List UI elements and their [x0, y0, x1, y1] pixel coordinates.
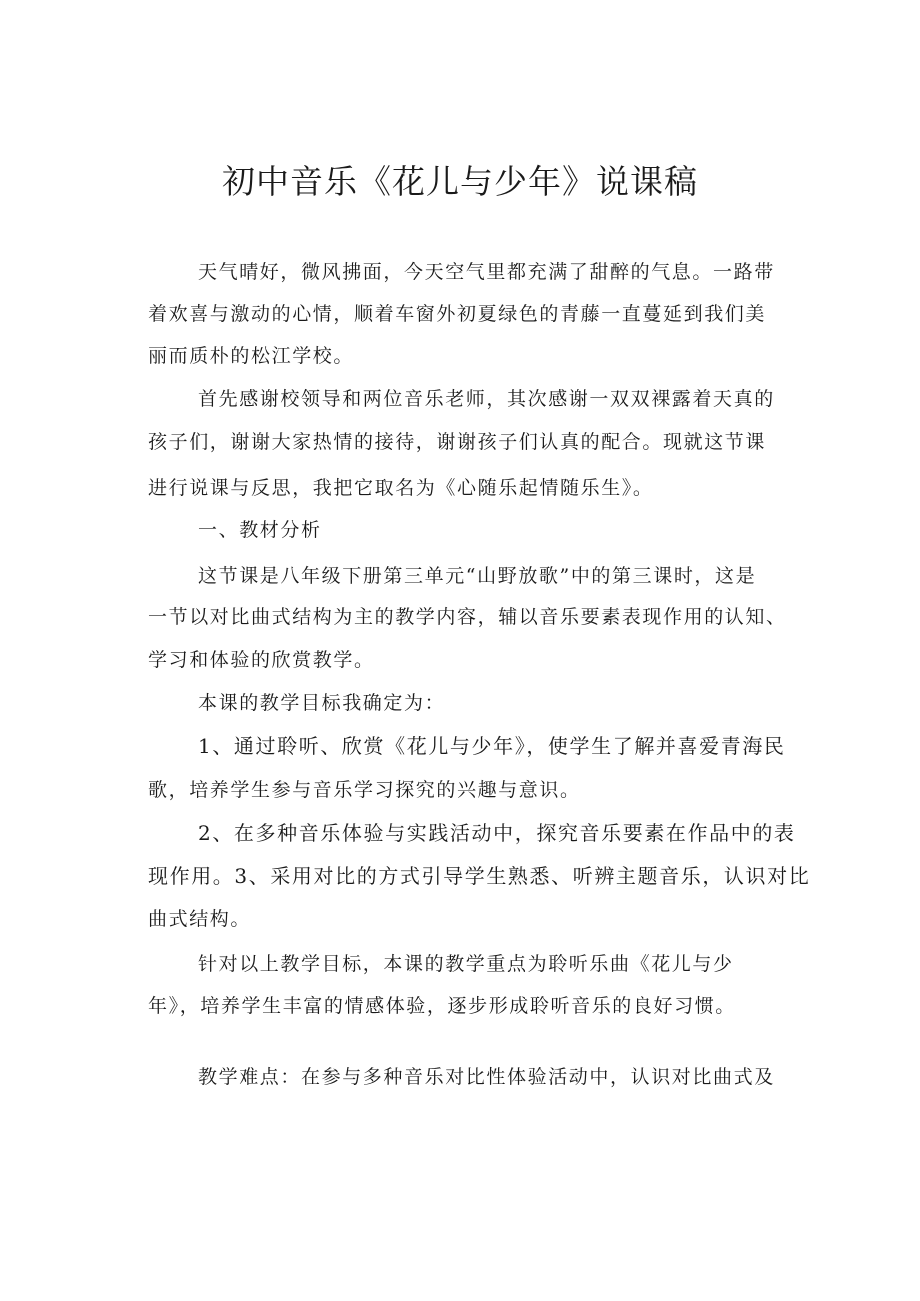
paragraph-line: 学习和体验的欣赏教学。	[148, 649, 375, 671]
paragraph-line: 1、通过聆听、欣赏《花儿与少年》，使学生了解并喜爱青海民	[198, 734, 786, 758]
paragraph-line: 首先感谢校领导和两位音乐老师，其次感谢一双双裸露着天真的	[198, 388, 775, 410]
paragraph-line: 着欢喜与激动的心情，顺着车窗外初夏绿色的青藤一直蔓延到我们美	[148, 303, 767, 325]
paragraph-line: 教学难点：在参与多种音乐对比性体验活动中，认识对比曲式及	[198, 1066, 775, 1088]
paragraph-line: 曲式结构。	[148, 908, 252, 930]
paragraph-line: 一节以对比曲式结构为主的教学内容，辅以音乐要素表现作用的认知、	[148, 606, 787, 628]
paragraph-line: 针对以上教学目标，本课的教学重点为聆听乐曲《花儿与少	[198, 953, 734, 975]
section-heading: 一、教材分析	[198, 519, 322, 541]
paragraph-line: 丽而质朴的松江学校。	[148, 345, 355, 367]
paragraph-line: 年》，培养学生丰富的情感体验，逐步形成聆听音乐的良好习惯。	[148, 995, 736, 1017]
paragraph-line: 2、在多种音乐体验与实践活动中，探究音乐要素在作品中的表	[198, 821, 796, 845]
paragraph-line: 歌，培养学生参与音乐学习探究的兴趣与意识。	[148, 779, 581, 801]
paragraph-line: 现作用。3、采用对比的方式引导学生熟悉、听辨主题音乐，认识对比	[148, 864, 811, 888]
document-title: 初中音乐《花儿与少年》说课稿	[222, 162, 698, 201]
paragraph-line: 天气晴好，微风拂面，今天空气里都充满了甜醉的气息。一路带	[198, 261, 775, 283]
paragraph-line: 孩子们，谢谢大家热情的接待，谢谢孩子们认真的配合。现就这节课	[148, 431, 767, 453]
paragraph-line: 这节课是八年级下册第三单元“山野放歌”中的第三课时，这是	[198, 565, 757, 587]
paragraph-line: 进行说课与反思，我把它取名为《心随乐起情随乐生》。	[148, 477, 654, 499]
paragraph-line: 本课的教学目标我确定为：	[198, 692, 446, 714]
